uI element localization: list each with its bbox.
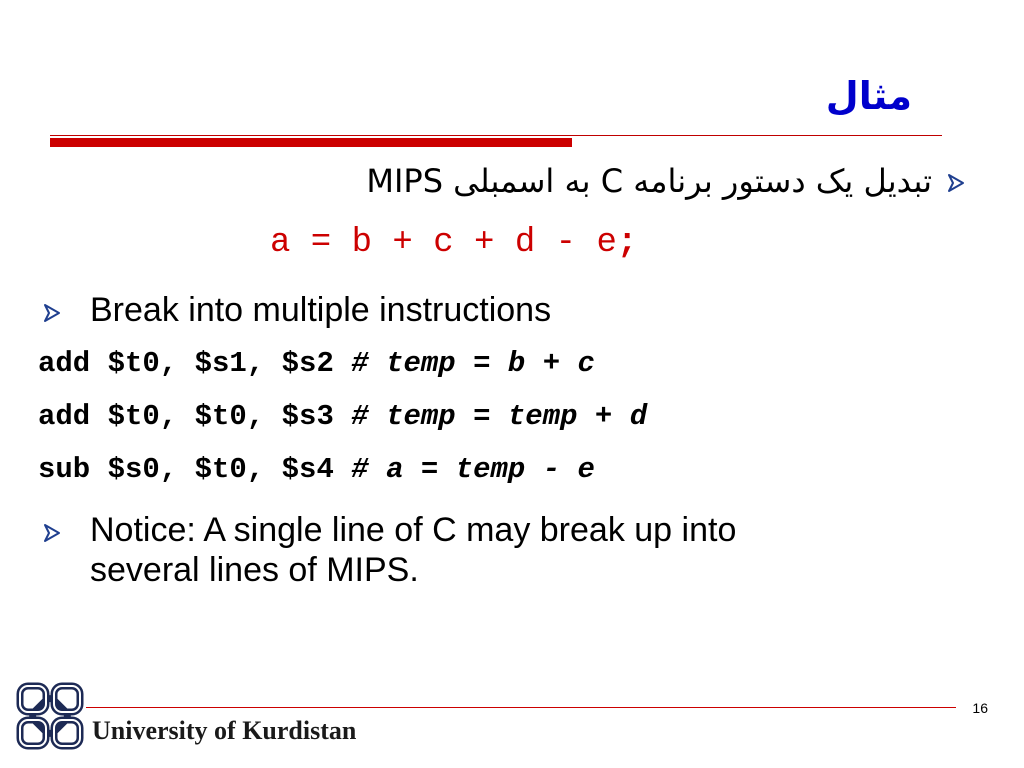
bullet-text-line2: several lines of MIPS.: [90, 551, 419, 589]
bullet-arrow-icon: [40, 522, 62, 544]
university-name: University of Kurdistan: [92, 716, 357, 745]
university-knot-logo-icon: [12, 678, 88, 754]
asm-code: sub $s0, $t0, $s4: [38, 453, 352, 486]
bullet-arrow-icon: [944, 172, 966, 194]
rtl-bullet-text: تبدیل یک دستور برنامه C به اسمبلی MIPS: [366, 162, 932, 200]
c-statement: [270, 224, 637, 262]
asm-code: add $t0, $s1, $s2: [38, 347, 352, 380]
asm-line: [38, 347, 595, 380]
page-number: 16: [972, 700, 988, 716]
asm-line: [38, 400, 647, 433]
asm-code: add $t0, $t0, $s3: [38, 400, 352, 433]
title-rule-thin: [50, 135, 942, 136]
c-statement-text: a = b + c + d - e: [270, 224, 617, 262]
rtl-bullet: [366, 162, 966, 200]
title-rule-thick: [50, 138, 572, 147]
bullet-arrow-icon: [40, 302, 62, 324]
asm-comment: # temp = b + c: [351, 347, 595, 380]
bullet-text: Break into multiple instructions: [90, 291, 552, 329]
c-statement-semicolon: ;: [616, 224, 638, 262]
slide-title: مثال: [825, 74, 912, 118]
asm-comment: # a = temp - e: [351, 453, 595, 486]
bullet-text: [90, 510, 736, 590]
footer-rule: [86, 707, 956, 708]
asm-line: [38, 453, 595, 486]
bullet-text-line1: Notice: A single line of C may break up into: [90, 511, 737, 549]
asm-comment: # temp = temp + d: [351, 400, 648, 433]
